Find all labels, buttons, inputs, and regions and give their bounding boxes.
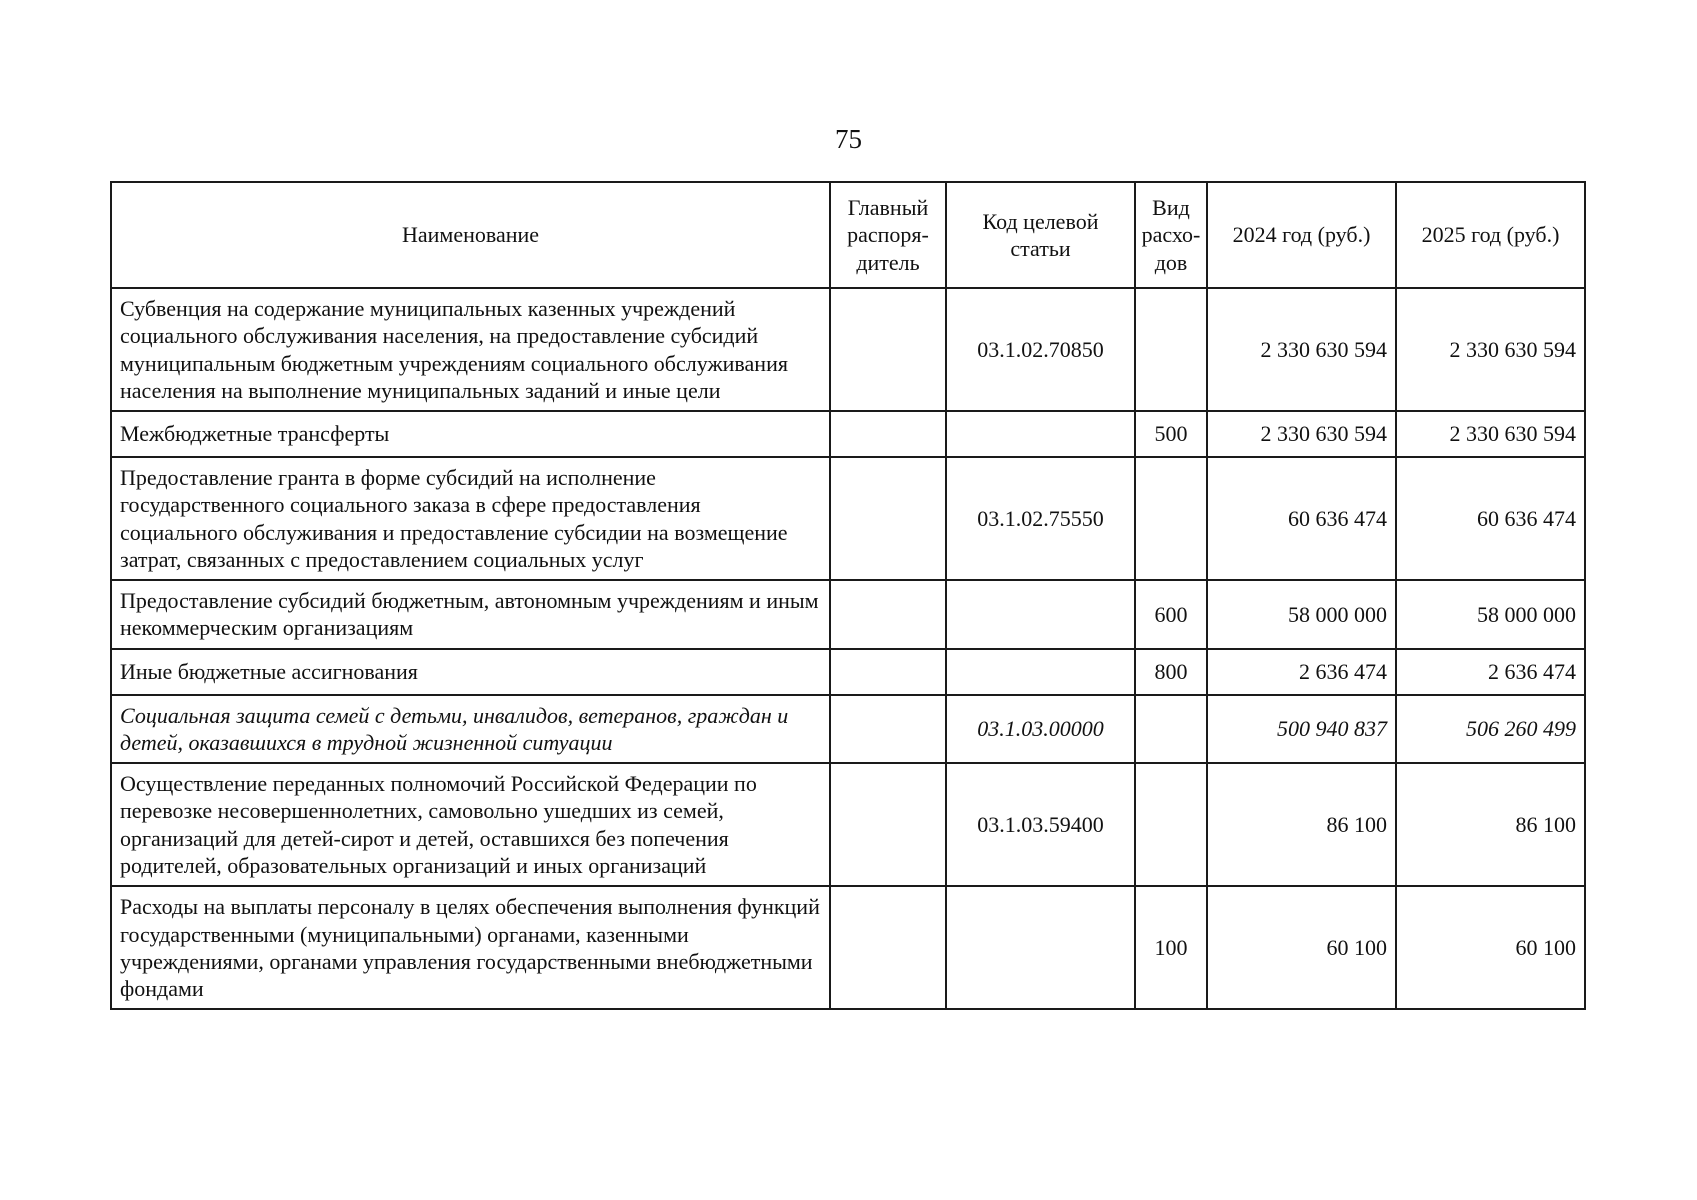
row-amount-2024: 2 330 630 594 <box>1207 288 1396 411</box>
row-amount-2024: 60 636 474 <box>1207 457 1396 580</box>
table-row <box>111 763 1585 886</box>
row-type <box>1135 288 1207 411</box>
budget-table <box>110 181 1586 1010</box>
table-row <box>111 649 1585 695</box>
row-code: 03.1.02.70850 <box>946 288 1135 411</box>
page-number: 75 <box>835 124 862 154</box>
row-amount-2025: 60 636 474 <box>1396 457 1585 580</box>
row-manager <box>830 288 946 411</box>
row-code <box>946 580 1135 649</box>
row-name: Предоставление гранта в форме субсидий на исполнение государственного социального заказа в сфере предоставления социального обслуживания и предоставление субсидии на возмещение затрат, связанных с предоставлением социальных услуг <box>111 457 830 580</box>
row-name: Осуществление переданных полномочий Российской Федерации по перевозке несовершеннолетних, самовольно ушедших из семей, организаций для детей-сирот и детей, оставшихся без попечения родителей, образовательных организаций и иных организаций <box>111 763 830 886</box>
row-name: Предоставление субсидий бюджетным, автономным учреждениям и иным некоммерческим организациям <box>111 580 830 649</box>
table-row <box>111 695 1585 764</box>
row-name: Межбюджетные трансферты <box>111 411 830 457</box>
header-year-2025: 2025 год (руб.) <box>1396 182 1585 288</box>
header-name: Наименование <box>111 182 830 288</box>
row-amount-2025: 58 000 000 <box>1396 580 1585 649</box>
row-amount-2024: 2 636 474 <box>1207 649 1396 695</box>
row-name: Расходы на выплаты персоналу в целях обеспечения выполнения функций государственными (муниципальными) органами, казенными учреждениями, органами управления государственными внебюджетными фондами <box>111 886 830 1009</box>
row-amount-2025: 2 330 630 594 <box>1396 288 1585 411</box>
row-code: 03.1.03.00000 <box>946 695 1135 764</box>
header-manager: Главный распоря-дитель <box>830 182 946 288</box>
row-amount-2025: 2 636 474 <box>1396 649 1585 695</box>
row-type <box>1135 763 1207 886</box>
row-manager <box>830 411 946 457</box>
row-code: 03.1.03.59400 <box>946 763 1135 886</box>
row-type <box>1135 695 1207 764</box>
row-manager <box>830 580 946 649</box>
table-row <box>111 411 1585 457</box>
row-amount-2025: 2 330 630 594 <box>1396 411 1585 457</box>
header-type: Вид расхо-дов <box>1135 182 1207 288</box>
row-manager <box>830 763 946 886</box>
row-manager <box>830 695 946 764</box>
row-amount-2024: 500 940 837 <box>1207 695 1396 764</box>
row-amount-2024: 86 100 <box>1207 763 1396 886</box>
row-type <box>1135 457 1207 580</box>
row-type: 100 <box>1135 886 1207 1009</box>
row-name: Субвенция на содержание муниципальных казенных учреждений социального обслуживания населения, на предоставление субсидий муниципальным бюджетным учреждениям социального обслуживания населения на выполнение муниципальных заданий и иные цели <box>111 288 830 411</box>
header-year-2024: 2024 год (руб.) <box>1207 182 1396 288</box>
row-type: 600 <box>1135 580 1207 649</box>
row-manager <box>830 886 946 1009</box>
row-amount-2024: 58 000 000 <box>1207 580 1396 649</box>
table-row <box>111 288 1585 411</box>
row-amount-2025: 506 260 499 <box>1396 695 1585 764</box>
row-amount-2025: 86 100 <box>1396 763 1585 886</box>
row-code <box>946 649 1135 695</box>
row-manager <box>830 649 946 695</box>
row-amount-2024: 2 330 630 594 <box>1207 411 1396 457</box>
row-manager <box>830 457 946 580</box>
row-type: 800 <box>1135 649 1207 695</box>
row-amount-2025: 60 100 <box>1396 886 1585 1009</box>
row-name: Социальная защита семей с детьми, инвалидов, ветеранов, граждан и детей, оказавшихся в трудной жизненной ситуации <box>111 695 830 764</box>
row-name: Иные бюджетные ассигнования <box>111 649 830 695</box>
row-code: 03.1.02.75550 <box>946 457 1135 580</box>
row-type: 500 <box>1135 411 1207 457</box>
header-code: Код целевой статьи <box>946 182 1135 288</box>
table-row <box>111 580 1585 649</box>
row-code <box>946 411 1135 457</box>
row-code <box>946 886 1135 1009</box>
table-row <box>111 886 1585 1009</box>
table-header-row <box>111 182 1585 288</box>
row-amount-2024: 60 100 <box>1207 886 1396 1009</box>
table-row <box>111 457 1585 580</box>
